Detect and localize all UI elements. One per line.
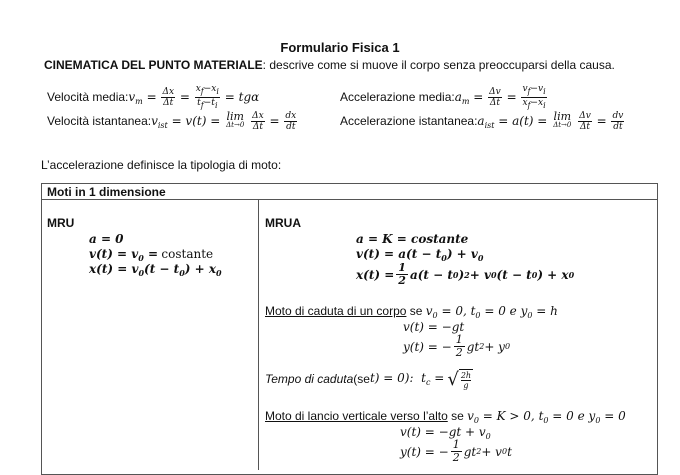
tempo-caduta-label: Tempo di caduta [265,372,354,386]
lancio-position: y(t) = − $\frac{1}{2}$ gt 2 + v 0 t [400,438,512,464]
lancio-label: Moto di lancio verticale verso l’alto [265,409,448,423]
page-title: Formulario Fisica 1 [280,40,400,55]
mru-costante: costante [161,247,214,261]
caduta-label: Moto di caduta di un corpo [265,304,407,318]
motion-table [41,183,658,475]
table-column-divider [258,200,259,470]
velocita-media-formula: $v_m$ = $\frac{\Delta x}{\Delta t}$ = $\frac{xf-xi}{tf-ti}$ = tgα [128,83,260,110]
mrua-position: x(t) = $\frac{1}{2}$ a(t − t 0 ) 2 + v 0 (t − t 0 ) + x 0 [356,261,575,287]
accelerazione-media-label: Accelerazione media: [340,90,455,104]
table-header-divider [41,199,658,200]
section-heading-line [44,58,615,72]
tempo-caduta-line: Tempo di caduta (se t) = 0): $t_c$ = √ 2h g [265,368,472,390]
accelerazione-media-row [340,83,548,110]
caduta-position: y(t) = − $\frac{1}{2}$ gt 2 + y 0 [403,333,511,359]
velocita-istantanea-label: Velocità istantanea: [47,114,152,128]
caduta-line: Moto di caduta di un corpo se $v_0 = 0$, $t_0 = 0$ e $y_0 = h$ [265,304,558,320]
sqrt-expression: √ 2h g [447,368,472,390]
mrua-velocity: $v(t) = a(t - t_0) + v_0$ [356,247,484,263]
mrua-acceleration: a = K = costante [356,232,469,246]
accelerazione-istantanea-row [340,110,625,132]
intro-text: L’accelerazione definisce la tipologia di moto: [41,158,282,172]
mru-velocity: $v(t) = v_0$ = costante [89,247,214,263]
table-header: Moti in 1 dimensione [47,185,166,199]
accelerazione-istantanea-formula: $a_{ist} = a(t)$ = lim Δt→0 $\frac{\Delta v}{\Delta t}$ = $\frac{dv}{dt}$ [477,110,624,132]
mru-position: $x(t) = v_0(t - t_0) + x_0$ [89,262,222,278]
velocita-istantanea-row [47,110,298,132]
lancio-line: Moto di lancio verticale verso l’alto se $v_0 = K > 0$, $t_0 = 0$ e $y_0 = 0$ [265,409,626,425]
mru-title: MRU [47,216,75,230]
mru-acceleration: a = 0 [89,232,124,246]
caduta-velocity: v(t) = −gt [403,320,465,334]
accelerazione-istantanea-label: Accelerazione istantanea: [340,114,478,128]
section-heading: CINEMATICA DEL PUNTO MATERIALE [44,58,263,72]
accelerazione-media-formula: $a_m$ = $\frac{\Delta v}{\Delta t}$ = $\frac{vf-vi}{xf-xi}$ [454,83,546,110]
velocita-media-row [47,83,260,110]
velocita-istantanea-formula: $v_{ist} = v(t)$ = lim Δt→0 $\frac{\Delta x}{\Delta t}$ = $\frac{dx}{dt}$ [151,110,297,132]
mrua-title: MRUA [265,216,301,230]
lancio-velocity: $v(t) = -gt + v_0$ [400,425,491,441]
section-description: : descrive come si muove il corpo senza preoccuparsi della causa. [262,58,615,72]
velocita-media-label: Velocità media: [47,90,129,104]
